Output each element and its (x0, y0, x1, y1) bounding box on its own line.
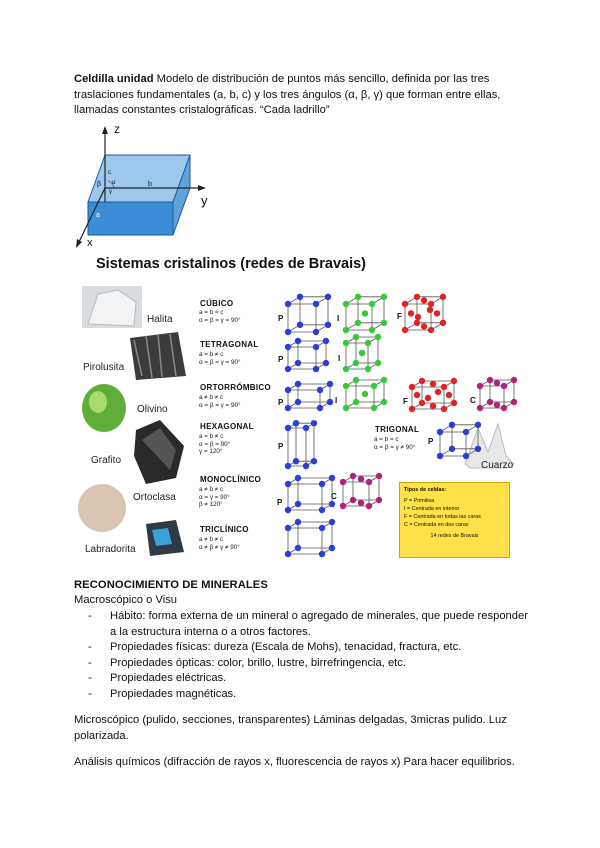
intro-text: Modelo de distribución de puntos más sencillo, definida por las tres traslaciones fundamentales (a, b, c) y los tres ángulos (α, β, γ) que forman entre ellas, llamadas constantes cristalográficas. “Cada ladrillo” (74, 73, 501, 116)
lattice-atom (375, 334, 381, 340)
axis-z-label: z (114, 122, 120, 136)
lattice-atom (441, 384, 447, 390)
lattice-atom (323, 338, 329, 344)
letter-c-ortho: C (470, 396, 476, 405)
lattice-atom (414, 294, 420, 300)
lattice-atom (451, 378, 457, 384)
letter-p-mono: P (277, 498, 283, 507)
lattice-atom (381, 320, 387, 326)
lattice-atom (319, 525, 325, 531)
lattice-atom (319, 551, 325, 557)
lattice-atom (402, 301, 408, 307)
lattice-mono-p (285, 475, 335, 513)
system-rules-ortorrombico: a ≠ b ≠ c α = β = γ = 90° (199, 394, 241, 409)
lattice-atom (451, 400, 457, 406)
lattice-atom (428, 327, 434, 333)
section-heading: RECONOCIMIENTO DE MINERALES (74, 579, 268, 591)
lattice-atom (371, 405, 377, 411)
lattice-atom (365, 366, 371, 372)
lattice-ortho-p (285, 381, 333, 411)
lattice-atom (313, 366, 319, 372)
mineral-cuarzo: Cuarzo (481, 460, 514, 471)
gamma-label: γ (109, 189, 112, 195)
lattice-atom (362, 310, 368, 316)
letter-p-hex: P (278, 442, 284, 451)
lattice-atom (319, 481, 325, 487)
lattice-atom (430, 381, 436, 387)
lattice-atom (317, 387, 323, 393)
lattice-atom (329, 545, 335, 551)
lattice-atom (419, 400, 425, 406)
system-rules-triclinico: a ≠ b ≠ c α ≠ β ≠ γ ≠ 90° (199, 536, 240, 551)
lattice-atom (409, 384, 415, 390)
lattice-atom (343, 383, 349, 389)
lattice-atom (295, 545, 301, 551)
lattice-atom (311, 458, 317, 464)
lattice-atom (446, 392, 452, 398)
lattice-atom (285, 344, 291, 350)
lattice-atom (285, 366, 291, 372)
lattice-atom (340, 479, 346, 485)
lattice-tri-p (285, 519, 335, 557)
lattice-atom (437, 429, 443, 435)
lattice-atom (295, 381, 301, 387)
property-list (74, 609, 534, 702)
lattice-atom (329, 475, 335, 481)
lattice-atom (295, 501, 301, 507)
list-item: - Propiedades físicas: dureza (Escala de Mohs), tenacidad, fractura, etc. (74, 640, 534, 656)
lattice-atom (285, 551, 291, 557)
lattice-atom (375, 360, 381, 366)
lattice-ortho-i (343, 377, 387, 411)
lattice-atom (285, 481, 291, 487)
letter-i-cubic: I (337, 314, 340, 323)
legend-item-c: C = Centrada en dos caras (404, 522, 469, 528)
lattice-atom (440, 294, 446, 300)
lattice-atom (325, 294, 331, 300)
lattice-hex-p (285, 420, 317, 469)
mineral-olivino: Olivino (137, 404, 168, 415)
lattice-atom (358, 476, 364, 482)
edge-b-label: b (148, 181, 152, 188)
lattice-atom (319, 507, 325, 513)
letter-i-ortho: I (335, 396, 338, 405)
lattice-atom (430, 403, 436, 409)
lattice-ortho-c (477, 377, 517, 411)
lattice-atom (494, 402, 500, 408)
lattice-atom (353, 360, 359, 366)
alpha-label: α (112, 180, 116, 186)
lattice-atom (313, 344, 319, 350)
lattice-atom (329, 519, 335, 525)
lattice-cubic-p (285, 294, 331, 336)
lattice-atom (343, 327, 349, 333)
lattice-atom (366, 479, 372, 485)
lattice-atom (355, 294, 361, 300)
lattice-cubic-f (402, 294, 446, 334)
lattice-atom (350, 473, 356, 479)
lattice-atom (477, 405, 483, 411)
bravais-title: Sistemas cristalinos (redes de Bravais) (96, 256, 366, 272)
lattice-atom (428, 301, 434, 307)
lattice-atom (449, 422, 455, 428)
letter-f-cubic: F (397, 312, 402, 321)
lattice-atom (449, 446, 455, 452)
lattice-atom (501, 405, 507, 411)
lattice-atom (425, 395, 431, 401)
lattice-atom (297, 294, 303, 300)
lattice-atom (285, 301, 291, 307)
lattice-atom (285, 525, 291, 531)
lattice-atom (371, 383, 377, 389)
lattice-atom (303, 425, 309, 431)
letter-c-mono: C (331, 492, 337, 501)
lattice-atom (353, 334, 359, 340)
lattice-tetragonal-p (285, 338, 329, 372)
lattice-atom (463, 453, 469, 459)
lattice-atom (343, 301, 349, 307)
lattice-atom (353, 399, 359, 405)
mineral-halita: Halita (147, 314, 173, 325)
lattice-atom (409, 406, 415, 412)
legend-item-f: F = Centrada en todas las caras (404, 514, 481, 520)
lattice-atom (381, 399, 387, 405)
letter-i-tetragonal: I (338, 354, 341, 363)
beta-label: β (97, 181, 102, 188)
lattice-atom (343, 340, 349, 346)
lattice-atom (440, 320, 446, 326)
lattice-atom (421, 323, 427, 329)
lattice-atom (323, 360, 329, 366)
chemical-paragraph: Análisis químicos (difracción de rayos x, fluorescencia de rayos x) Para hacer equilibrios. (74, 756, 515, 768)
lattice-atom (408, 310, 414, 316)
lattice-atom (350, 497, 356, 503)
letter-p-tetragonal: P (278, 355, 284, 364)
system-name-ortorrombico: ORTORRÓMBICO (200, 383, 272, 392)
lattice-atom (295, 475, 301, 481)
system-rules-cubico: a = b = c α = β = γ = 90° (199, 309, 241, 324)
intro-term: Celdilla unidad (74, 73, 154, 85)
lattice-atom (434, 310, 440, 316)
lattice-atom (419, 378, 425, 384)
lattice-atom (327, 381, 333, 387)
letter-f-ortho: F (403, 397, 408, 406)
list-item: - Hábito: forma externa de un mineral o agregado de minerales, que puede responder a la estructura interna o a otros factores. (74, 609, 534, 640)
mineral-ortoclasa: Ortoclasa (133, 492, 176, 503)
lattice-atom (353, 377, 359, 383)
lattice-atom (285, 463, 291, 469)
lattice-atom (327, 399, 333, 405)
lattice-atom (415, 314, 421, 320)
mineral-pirolusita: Pirolusita (83, 362, 125, 373)
lattice-atom (475, 422, 481, 428)
lattice-atom (381, 377, 387, 383)
lattice-atom (402, 327, 408, 333)
legend-item-i: I = Centrada en interior (404, 506, 460, 512)
lattice-atom (295, 399, 301, 405)
lattice-atom (317, 405, 323, 411)
mineral-labradorita: Labradorita (85, 544, 136, 555)
lattice-atom (295, 360, 301, 366)
lattice-atom (293, 420, 299, 426)
lattice-tetragonal-i (343, 334, 381, 372)
lattice-atom (475, 446, 481, 452)
axis-x-label: x (87, 237, 93, 249)
lattice-atom (487, 377, 493, 383)
lattice-atom (295, 338, 301, 344)
lattice-atom (362, 391, 368, 397)
system-name-hexagonal: HEXAGONAL (200, 422, 254, 431)
lattice-atom (358, 500, 364, 506)
system-name-triclinico: TRICLÍNICO (200, 525, 249, 534)
system-rules-monoclinico: a ≠ b ≠ c α = γ = 90° β ≠ 120° (199, 486, 230, 508)
lattice-atom (376, 497, 382, 503)
lattice-cubic-i (343, 294, 387, 334)
lattice-atom (437, 453, 443, 459)
lattice-atom (285, 387, 291, 393)
edge-a-label: a (96, 212, 100, 219)
lattice-atom (311, 420, 317, 426)
lattice-atom (366, 503, 372, 509)
lattice-atom (295, 519, 301, 525)
lattice-atom (293, 458, 299, 464)
system-rules-trigonal: a = b = c α = β = γ ≠ 90° (374, 436, 416, 451)
lattice-atom (365, 340, 371, 346)
lattice-atom (325, 322, 331, 328)
legend-item-p: P = Primitiva (404, 498, 435, 504)
lattice-atom (421, 297, 427, 303)
axis-y-label: y (201, 193, 208, 208)
letter-p-cubic: P (278, 314, 284, 323)
system-rules-tetragonal: a = b ≠ c α = β = γ = 90° (199, 351, 241, 366)
lattice-atom (355, 320, 361, 326)
lattice-atom (285, 329, 291, 335)
list-item: - Propiedades magnéticas. (74, 687, 534, 703)
system-name-cubico: CÚBICO (200, 299, 234, 308)
lattice-atom (435, 389, 441, 395)
lattice-atom (441, 406, 447, 412)
lattice-atom (381, 294, 387, 300)
lattice-atom (414, 392, 420, 398)
lattice-mono-c (340, 473, 382, 509)
lattice-atom (463, 429, 469, 435)
list-item: - Propiedades ópticas: color, brillo, lustre, birrefringencia, etc. (74, 656, 534, 672)
lattice-atom (511, 399, 517, 405)
lattice-atom (313, 301, 319, 307)
lattice-atom (285, 405, 291, 411)
system-name-tetragonal: TETRAGONAL (200, 340, 259, 349)
letter-p-ortho: P (278, 398, 284, 407)
system-rules-hexagonal: a = b ≠ c α = β = 90° γ = 120° (199, 433, 231, 455)
lattice-atom (285, 507, 291, 513)
lattice-atom (369, 301, 375, 307)
lattice-atom (303, 463, 309, 469)
lattice-atom (427, 307, 433, 313)
lattice-trigonal-p (437, 422, 481, 460)
lattice-atom (494, 380, 500, 386)
system-name-trigonal: TRIGONAL (375, 425, 420, 434)
lattice-atom (359, 350, 365, 356)
lattice-atom (313, 329, 319, 335)
lattice-types-legend (399, 482, 510, 558)
lattice-ortho-f (409, 378, 457, 412)
lattice-atom (285, 425, 291, 431)
lattice-atom (369, 327, 375, 333)
lattice-atom (487, 399, 493, 405)
section-sub: Macroscópico o Visu (74, 594, 178, 606)
list-item: - Propiedades eléctricas. (74, 671, 534, 687)
lattice-atom (343, 405, 349, 411)
lattice-atom (376, 473, 382, 479)
lattice-atom (477, 383, 483, 389)
legend-title: Tipos de celdas: (404, 487, 447, 493)
lattice-atom (343, 366, 349, 372)
legend-footer: 14 redes de Bravais (430, 533, 479, 539)
system-name-monoclinico: MONOCLÍNICO (200, 475, 262, 484)
lattice-atom (414, 320, 420, 326)
mineral-grafito: Grafito (91, 455, 122, 466)
lattice-atom (340, 503, 346, 509)
microscopic-paragraph: Microscópico (pulido, secciones, transparentes) Láminas delgadas, 3micras pulido. Luz polarizada. (74, 714, 507, 742)
edge-c-label: c (108, 170, 111, 176)
lattice-atom (511, 377, 517, 383)
letter-p-trigonal: P (428, 437, 434, 446)
lattice-atom (329, 501, 335, 507)
lattice-atom (297, 322, 303, 328)
lattice-atom (501, 383, 507, 389)
